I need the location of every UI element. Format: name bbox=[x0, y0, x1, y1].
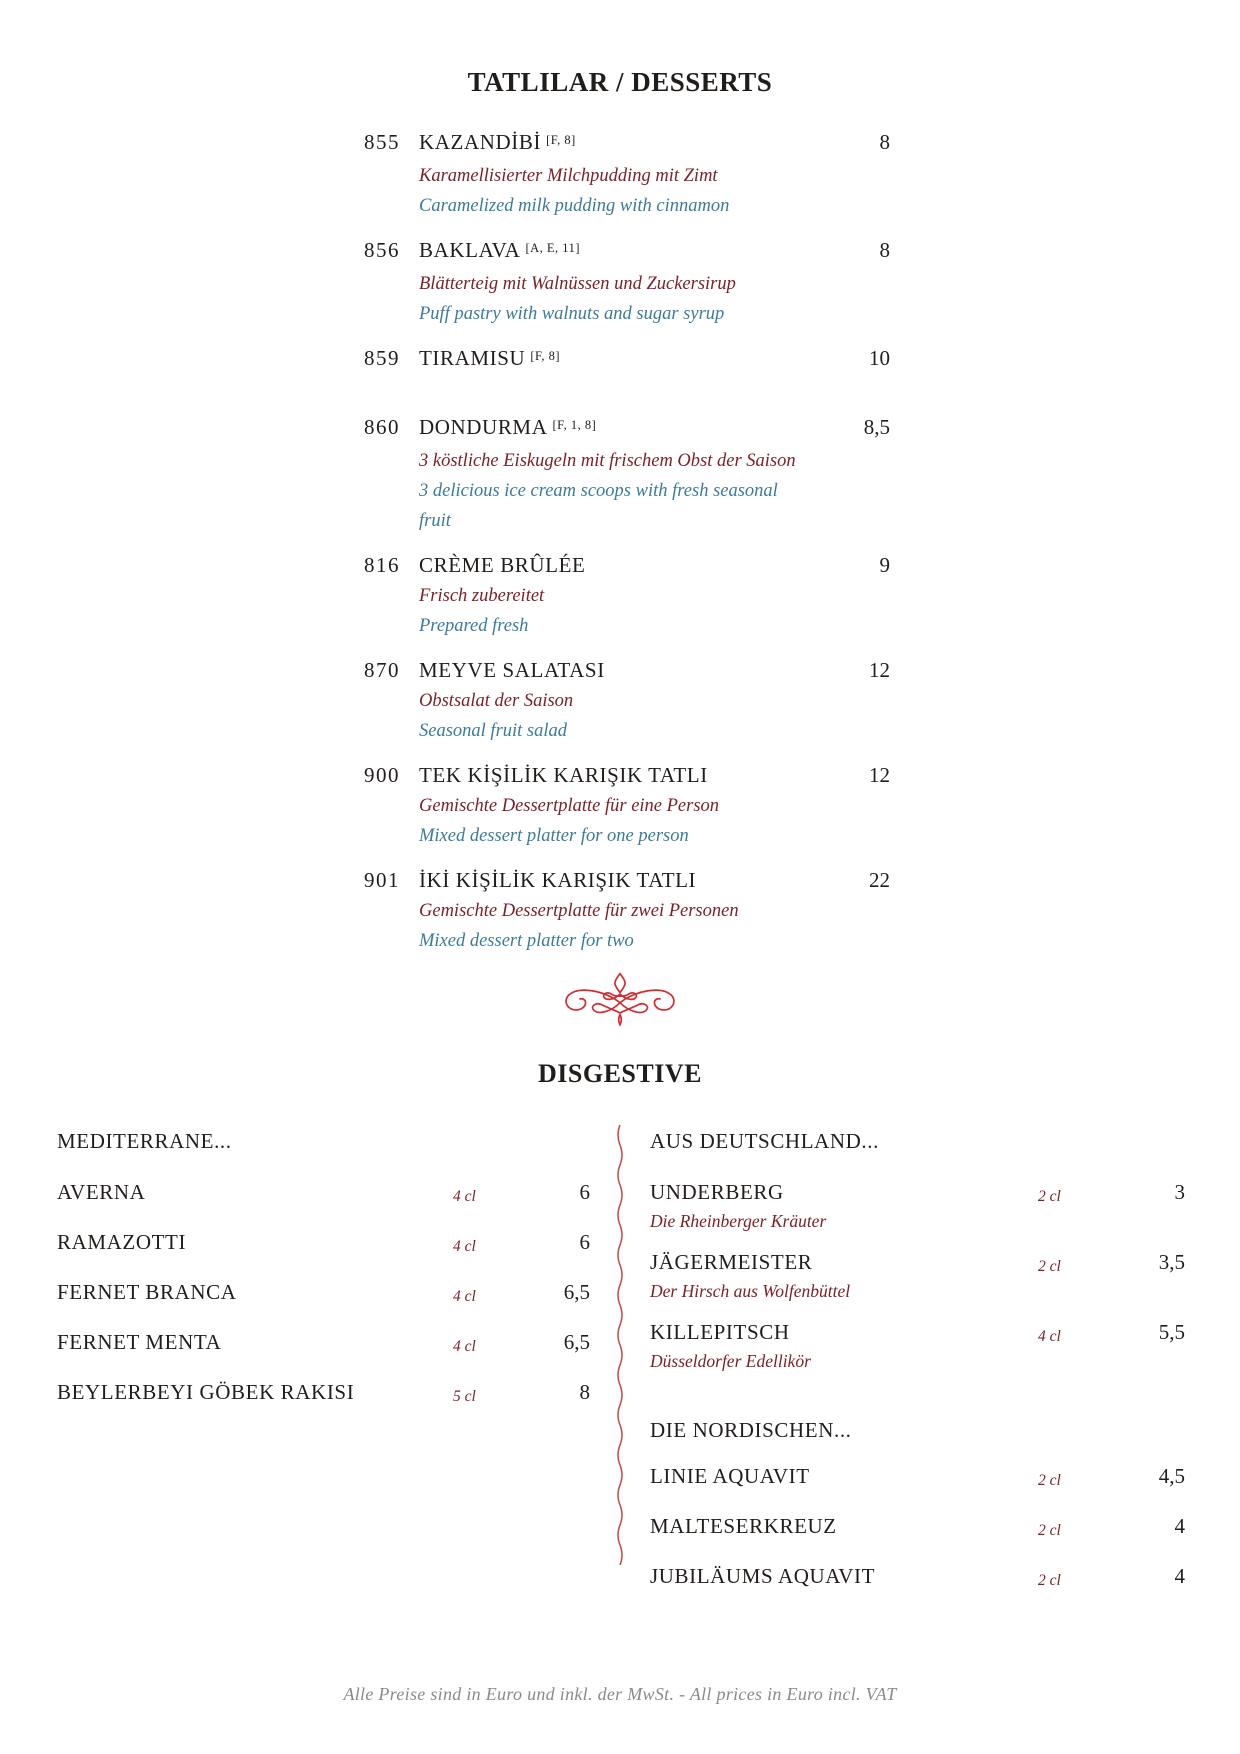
item-name: JUBILÄUMS AQUAVIT bbox=[650, 1564, 876, 1588]
item-number: 860 bbox=[364, 415, 400, 439]
item-price: 22 bbox=[869, 868, 890, 892]
serving-size: 2 cl bbox=[1038, 1572, 1061, 1589]
item-name-text: BAKLAVA bbox=[419, 238, 521, 262]
digestive-item-row bbox=[650, 1460, 1185, 1492]
item-name-text: KAZANDİBİ bbox=[419, 130, 542, 154]
item-number: 855 bbox=[364, 130, 400, 154]
item-name bbox=[400, 654, 810, 686]
item-desc-de: Der Hirsch aus Wolfenbüttel bbox=[650, 1281, 851, 1301]
digestive-item-row bbox=[57, 1176, 590, 1208]
item-name: FERNET BRANCA bbox=[57, 1280, 237, 1304]
item-name: RAMAZOTTI bbox=[57, 1230, 187, 1254]
item-price: 4 bbox=[1174, 1514, 1185, 1538]
menu-item-row bbox=[0, 234, 890, 329]
column-divider bbox=[590, 1125, 650, 1610]
item-price: 6,5 bbox=[563, 1330, 590, 1354]
serving-size: 2 cl bbox=[1038, 1472, 1061, 1489]
serving-size: 4 cl bbox=[1038, 1328, 1061, 1345]
item-name: LINIE AQUAVIT bbox=[650, 1464, 810, 1488]
column-heading: MEDITERRANE... bbox=[57, 1129, 232, 1153]
item-desc-en: Caramelized milk pudding with cinnamon bbox=[419, 196, 730, 216]
item-price: 8 bbox=[879, 130, 890, 154]
item-name: JÄGERMEISTER bbox=[650, 1250, 813, 1274]
menu-item-row bbox=[0, 342, 890, 377]
item-desc-en: Mixed dessert platter for two bbox=[419, 931, 634, 951]
column-heading: DIE NORDISCHEN... bbox=[650, 1418, 852, 1442]
page-title: TATLILAR / DESSERTS bbox=[467, 67, 773, 97]
menu-item-row bbox=[0, 126, 890, 221]
item-name: UNDERBERG bbox=[650, 1180, 784, 1204]
item-number: 901 bbox=[364, 868, 400, 892]
digestive-item-row bbox=[650, 1560, 1185, 1592]
allergen-tags: [F, 8] bbox=[546, 133, 576, 147]
item-desc-en: Mixed dessert platter for one person bbox=[419, 826, 689, 846]
item-desc-en: Seasonal fruit salad bbox=[419, 721, 568, 741]
item-price: 5,5 bbox=[1158, 1320, 1185, 1344]
item-price: 3 bbox=[1174, 1180, 1185, 1204]
digestive-item-row bbox=[57, 1276, 590, 1308]
item-name bbox=[400, 549, 810, 581]
item-name bbox=[400, 411, 810, 446]
item-name-text: TEK KİŞİLİK KARIŞIK TATLI bbox=[419, 763, 708, 787]
wavy-divider-line bbox=[615, 1125, 625, 1565]
item-price: 12 bbox=[869, 658, 890, 682]
footer-note: Alle Preise sind in Euro und inkl. der MwSt. - All prices in Euro incl. VAT bbox=[343, 1684, 897, 1704]
item-number: 816 bbox=[364, 553, 400, 577]
item-name: MALTESERKREUZ bbox=[650, 1514, 837, 1538]
digestive-column-mediterranean bbox=[0, 1125, 590, 1610]
allergen-tags: [A, E, 11] bbox=[525, 241, 580, 255]
item-name: BEYLERBEYI GÖBEK RAKISI bbox=[57, 1380, 355, 1404]
item-name-text: TIRAMISU bbox=[419, 346, 526, 370]
item-desc-de: Blätterteig mit Walnüssen und Zuckersirup bbox=[419, 274, 736, 294]
allergen-tags: [F, 8] bbox=[530, 349, 561, 363]
item-name-text: DONDURMA bbox=[419, 415, 548, 439]
item-name-text: İKİ KİŞİLİK KARIŞIK TATLI bbox=[419, 868, 697, 892]
item-desc-en: Puff pastry with walnuts and sugar syrup bbox=[419, 304, 725, 324]
item-name bbox=[400, 864, 810, 896]
menu-item-row bbox=[0, 759, 890, 851]
item-desc-de: Karamellisierter Milchpudding mit Zimt bbox=[419, 166, 718, 186]
item-name bbox=[400, 342, 810, 377]
digestive-item-row bbox=[57, 1376, 590, 1408]
column-heading: AUS DEUTSCHLAND... bbox=[650, 1129, 879, 1153]
digestive-item-row bbox=[650, 1176, 1185, 1234]
item-name-text: MEYVE SALATASI bbox=[419, 658, 605, 682]
item-price: 10 bbox=[869, 346, 890, 370]
item-price: 6,5 bbox=[563, 1280, 590, 1304]
item-price: 12 bbox=[869, 763, 890, 787]
item-desc-en: Prepared fresh bbox=[419, 616, 529, 636]
item-name bbox=[400, 126, 810, 161]
item-number: 870 bbox=[364, 658, 400, 682]
item-desc-de: Gemischte Dessertplatte für zwei Personen bbox=[419, 901, 739, 921]
item-price: 6 bbox=[579, 1180, 590, 1204]
flourish-ornament bbox=[0, 972, 1240, 1030]
item-number: 856 bbox=[364, 238, 400, 262]
item-desc-de: Düsseldorfer Edellikör bbox=[650, 1351, 811, 1371]
item-desc-de: Obstsalat der Saison bbox=[419, 691, 574, 711]
serving-size: 2 cl bbox=[1038, 1258, 1061, 1275]
digestive-title: DISGESTIVE bbox=[538, 1059, 702, 1088]
item-name bbox=[400, 759, 810, 791]
item-desc-de: Frisch zubereitet bbox=[419, 586, 545, 606]
item-desc-en: 3 delicious ice cream scoops with fresh seasonal fruit bbox=[419, 481, 778, 531]
item-price: 8 bbox=[579, 1380, 590, 1404]
item-number: 859 bbox=[364, 346, 400, 370]
serving-size: 4 cl bbox=[453, 1338, 476, 1355]
serving-size: 2 cl bbox=[1038, 1188, 1061, 1205]
item-name: AVERNA bbox=[57, 1180, 146, 1204]
allergen-tags: [F, 1, 8] bbox=[552, 418, 597, 432]
menu-item-row bbox=[0, 549, 890, 641]
menu-item-row bbox=[0, 411, 890, 536]
digestive-column-germany-nordic bbox=[650, 1125, 1185, 1610]
item-desc-de: Die Rheinberger Kräuter bbox=[650, 1211, 827, 1231]
item-price: 8,5 bbox=[863, 415, 890, 439]
item-name: KILLEPITSCH bbox=[650, 1320, 790, 1344]
serving-size: 4 cl bbox=[453, 1288, 476, 1305]
item-price: 6 bbox=[579, 1230, 590, 1254]
item-number: 900 bbox=[364, 763, 400, 787]
item-price: 4,5 bbox=[1158, 1464, 1185, 1488]
digestive-item-row bbox=[650, 1316, 1185, 1374]
item-name: FERNET MENTA bbox=[57, 1330, 222, 1354]
digestive-item-row bbox=[650, 1246, 1185, 1304]
item-name bbox=[400, 234, 810, 269]
item-price: 4 bbox=[1174, 1564, 1185, 1588]
serving-size: 4 cl bbox=[453, 1188, 476, 1205]
dessert-section bbox=[0, 126, 890, 956]
item-price: 8 bbox=[879, 238, 890, 262]
item-name-text: CRÈME BRÛLÉE bbox=[419, 553, 586, 577]
item-desc-de: 3 köstliche Eiskugeln mit frischem Obst der Saison bbox=[419, 451, 796, 471]
menu-item-row bbox=[0, 864, 890, 956]
serving-size: 2 cl bbox=[1038, 1522, 1061, 1539]
item-price: 3,5 bbox=[1158, 1250, 1185, 1274]
flourish-icon bbox=[554, 972, 686, 1030]
digestive-item-row bbox=[650, 1510, 1185, 1542]
digestive-section bbox=[0, 1125, 1240, 1610]
serving-size: 4 cl bbox=[453, 1238, 476, 1255]
item-desc-de: Gemischte Dessertplatte für eine Person bbox=[419, 796, 720, 816]
menu-item-row bbox=[0, 654, 890, 746]
digestive-item-row bbox=[57, 1226, 590, 1258]
serving-size: 5 cl bbox=[453, 1388, 476, 1405]
item-price: 9 bbox=[879, 553, 890, 577]
digestive-item-row bbox=[57, 1326, 590, 1358]
